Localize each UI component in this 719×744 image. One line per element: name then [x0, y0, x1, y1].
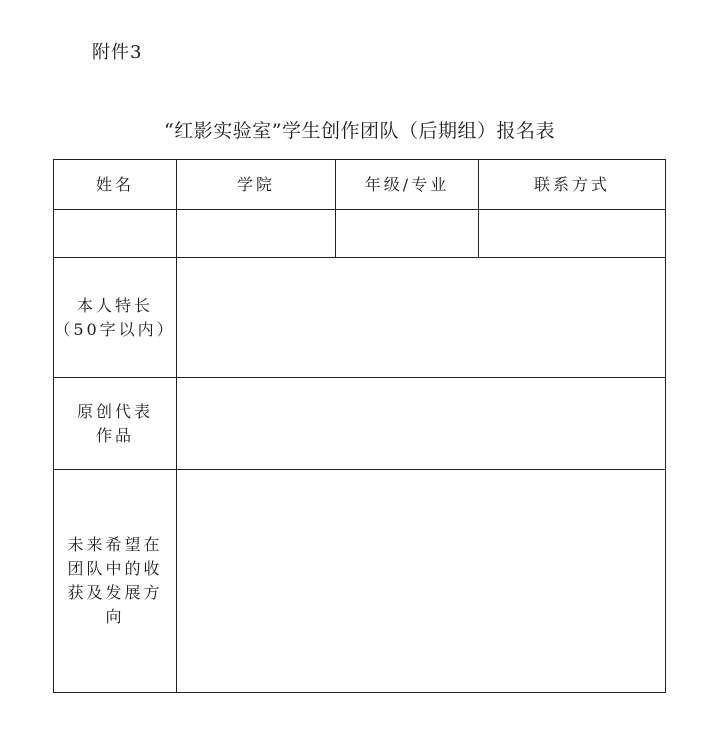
contact-field[interactable] [479, 210, 666, 258]
college-header-label: 学院 [236, 174, 275, 194]
hopes-row [54, 470, 666, 693]
works-label: 原创代表 作品 [76, 401, 153, 445]
skills-label: 本人特长 （50字以内） [54, 295, 176, 339]
contact-header-label: 联系方式 [533, 174, 610, 194]
header-row [54, 160, 666, 210]
contact-header [479, 160, 666, 210]
name-header [54, 160, 177, 210]
works-row [54, 378, 666, 470]
hopes-label-cell [54, 470, 177, 693]
registration-table [53, 159, 666, 693]
name-header-label: 姓名 [95, 174, 134, 194]
hopes-field[interactable] [177, 470, 666, 693]
grade-major-header-label: 年级/专业 [364, 174, 450, 194]
hopes-label: 未来希望在团队中的收获及发展方向 [67, 535, 163, 626]
grade-major-field[interactable] [336, 210, 479, 258]
attachment-label: 附件3 [92, 42, 143, 63]
info-input-row [54, 210, 666, 258]
college-header [177, 160, 336, 210]
skills-row [54, 258, 666, 378]
college-field[interactable] [177, 210, 336, 258]
grade-major-header [336, 160, 479, 210]
works-label-cell [54, 378, 177, 470]
name-field[interactable] [54, 210, 177, 258]
works-field[interactable] [177, 378, 666, 470]
skills-field[interactable] [177, 258, 666, 378]
form-title: “红影实验室”学生创作团队（后期组）报名表 [164, 120, 555, 142]
skills-label-cell [54, 258, 177, 378]
